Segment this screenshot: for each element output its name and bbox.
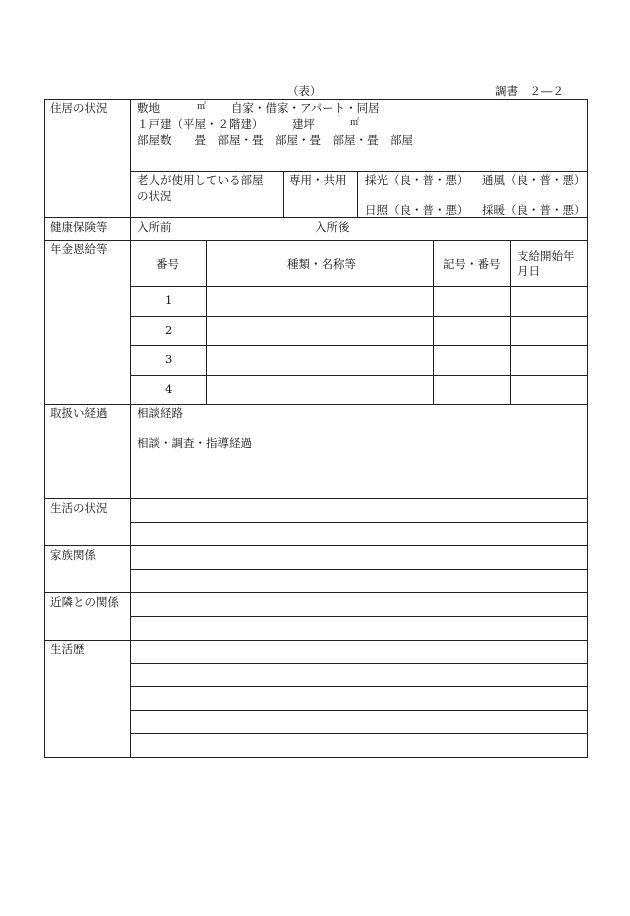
- process-label: 取扱い経過: [50, 406, 108, 420]
- pension-header-code: 記号・番号: [443, 257, 501, 271]
- pension-header-start: 支給開始年: [517, 249, 575, 263]
- pension-row-number: 3: [165, 352, 173, 366]
- floor-area-unit: ㎡: [350, 118, 360, 128]
- form-table: [44, 99, 588, 758]
- housing-label: 住居の状況: [50, 101, 108, 115]
- consultation-route: 相談経路: [137, 406, 183, 420]
- pension-label: 年金恩給等: [50, 242, 108, 256]
- pension-header-start-2: 月日: [517, 264, 540, 278]
- residence-type: 自家・借家・アパート・同居: [231, 101, 380, 115]
- site-unit: ㎡: [197, 102, 207, 112]
- pension-row-number: 4: [165, 382, 173, 396]
- pension-row-number: 2: [165, 323, 173, 337]
- neighbor-label: 近隣との関係: [50, 595, 119, 609]
- room-use: 専用・共用: [289, 173, 347, 187]
- ventilation-rating: 通風（良・普・悪）: [482, 173, 586, 187]
- elder-room-label-2: の状況: [137, 189, 172, 203]
- life-label: 生活の状況: [50, 501, 108, 515]
- room-count: 部屋数 畳 部屋・畳 部屋・畳 部屋・畳 部屋: [137, 133, 413, 147]
- insurance-after: 入所後: [315, 220, 350, 234]
- pension-row-number: 1: [165, 293, 173, 307]
- house-type: １戸建（平屋・２階建）: [137, 117, 264, 131]
- family-label: 家族関係: [50, 548, 96, 562]
- sunlight-rating: 日照（良・普・悪）: [365, 203, 469, 217]
- insurance-before: 入所前: [137, 220, 172, 234]
- pension-header-kind: 種類・名称等: [287, 257, 356, 271]
- heating-rating: 採暖（良・普・悪）: [482, 203, 586, 217]
- light-rating: 採光（良・普・悪）: [365, 173, 469, 187]
- pension-header-number: 番号: [156, 257, 179, 271]
- insurance-label: 健康保険等: [50, 220, 108, 234]
- elder-room-label: 老人が使用している部屋: [137, 173, 264, 187]
- site-label: 敷地: [137, 101, 160, 115]
- form-side-label: （表）: [287, 84, 322, 98]
- form-code: 調書 ２―２: [495, 84, 564, 98]
- floor-area-label: 建坪: [292, 117, 315, 131]
- biography-label: 生活歴: [50, 642, 85, 656]
- consultation-history: 相談・調査・指導経過: [137, 436, 252, 450]
